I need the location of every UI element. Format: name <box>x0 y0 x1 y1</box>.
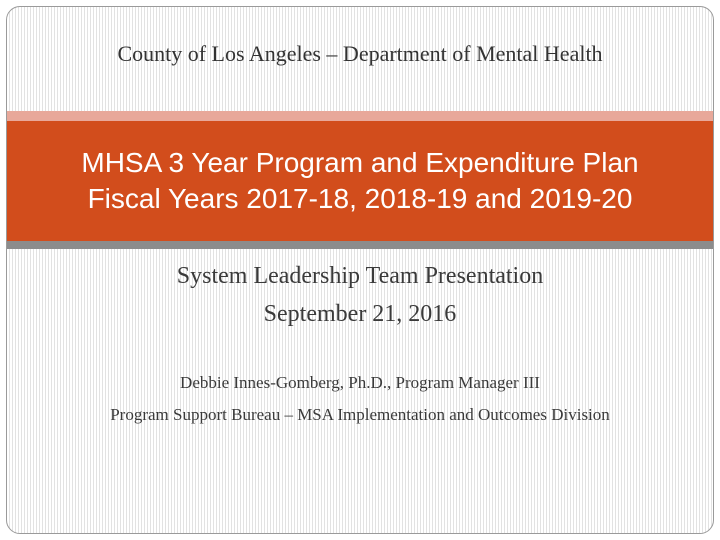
title-band-top-accent <box>7 111 713 121</box>
title-line-1: MHSA 3 Year Program and Expenditure Plan <box>81 147 639 178</box>
presenter-info <box>7 367 713 431</box>
title-line-2: Fiscal Years 2017-18, 2018-19 and 2019-20 <box>87 183 633 214</box>
presenter-unit: Program Support Bureau – MSA Implementation and Outcomes Division <box>110 405 610 424</box>
organization-header: County of Los Angeles – Department of Mental Health <box>117 41 603 66</box>
presentation-date: September 21, 2016 <box>263 301 457 327</box>
presenter-name: Debbie Innes-Gomberg, Ph.D., Program Manager III <box>180 373 540 392</box>
slide <box>6 6 714 534</box>
event-name: System Leadership Team Presentation <box>176 263 544 289</box>
subtitle <box>7 257 713 333</box>
title-band <box>7 121 713 241</box>
title-band-bottom-accent <box>7 241 713 249</box>
